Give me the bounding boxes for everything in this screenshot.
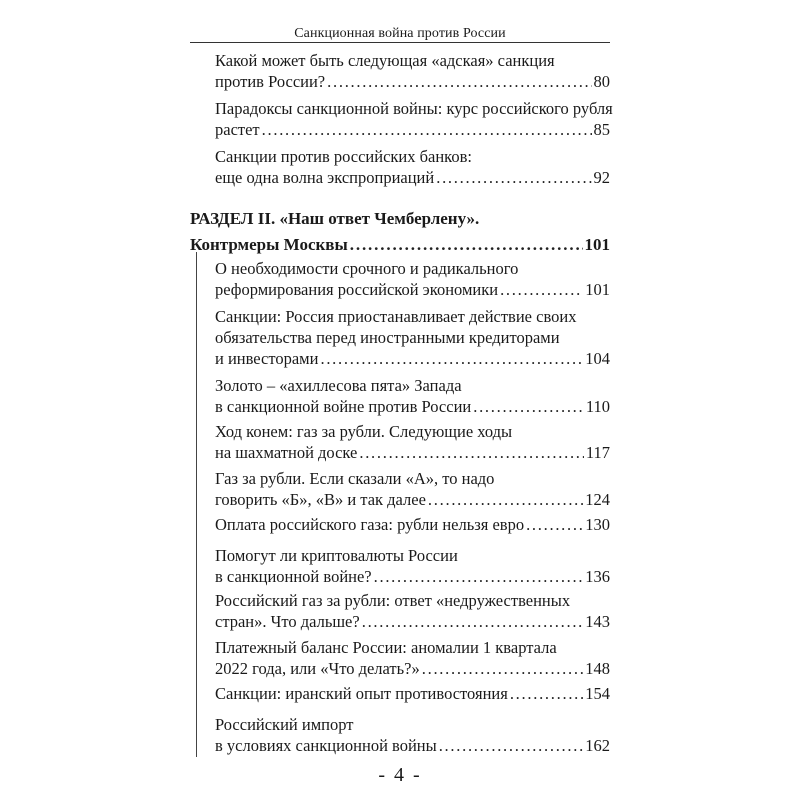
toc-entry <box>215 683 610 704</box>
toc-entry <box>215 545 610 587</box>
section-title: РАЗДЕЛ II. «Наш ответ Чемберлену». <box>190 209 480 228</box>
toc-entry-title: реформирования российской экономики <box>215 280 499 299</box>
toc-entry-line: Платежный баланс России: аномалии 1 квартала <box>215 638 557 657</box>
toc-entry-title: на шахматной доске <box>215 443 358 462</box>
dot-leader <box>327 71 591 92</box>
toc-entry <box>215 306 610 369</box>
toc-entry <box>215 590 610 632</box>
toc-page-number: 80 <box>593 72 610 91</box>
toc-page-number: 130 <box>585 515 610 534</box>
toc-entry-line: обязательства перед иностранными кредиторами <box>215 328 560 347</box>
toc-entry <box>215 50 610 92</box>
toc-page-number: 162 <box>585 736 610 755</box>
toc-entry <box>215 146 610 188</box>
toc-page-number: 104 <box>585 349 610 368</box>
toc-page-number: 136 <box>585 567 610 586</box>
toc-entry <box>215 421 610 463</box>
toc-entry-title: в санкционной войне против России <box>215 397 472 416</box>
section-subtitle: Контрмеры Москвы <box>190 235 348 254</box>
dot-leader <box>374 566 584 587</box>
toc-entry-title: и инвесторами <box>215 349 319 368</box>
toc-entry-title: растет <box>215 120 260 139</box>
toc-entry-line: Ход конем: газ за рубли. Следующие ходы <box>215 422 513 441</box>
running-header: Санкционная война против России <box>294 26 506 41</box>
dot-leader <box>439 735 584 756</box>
toc-page-number: 101 <box>584 235 610 254</box>
dot-leader <box>350 234 583 255</box>
toc-entry-title: стран». Что дальше? <box>215 612 360 631</box>
header-rule <box>190 42 610 43</box>
dot-leader <box>422 658 584 679</box>
toc-entry-line: Парадоксы санкционной войны: курс российского рубля <box>215 99 613 118</box>
dot-leader <box>436 167 591 188</box>
toc-entry-line: Какой может быть следующая «адская» санкция <box>215 51 555 70</box>
toc-entry <box>215 637 610 679</box>
dot-leader <box>473 396 584 417</box>
toc-entry-line: Санкции против российских банков: <box>215 147 472 166</box>
toc-page-number: 124 <box>585 490 610 509</box>
toc-entry <box>215 98 613 140</box>
toc-page-number: 143 <box>585 612 610 631</box>
toc-entry-line: Санкции: Россия приостанавливает действие своих <box>215 307 577 326</box>
toc-page-number: 148 <box>585 659 610 678</box>
toc-entry-title: против России? <box>215 72 326 91</box>
toc-entry-title: в условиях санкционной войны <box>215 736 437 755</box>
toc-entry <box>215 468 610 510</box>
dot-leader <box>362 611 584 632</box>
dot-leader <box>262 119 592 140</box>
toc-page-number: 154 <box>585 684 610 703</box>
toc-entry <box>215 375 610 417</box>
toc-page-number: 85 <box>593 120 610 139</box>
toc-page-number: 101 <box>585 280 610 299</box>
toc-entry-title: в санкционной войне? <box>215 567 372 586</box>
section-vertical-rule <box>196 252 197 757</box>
toc-entry-line: Газ за рубли. Если сказали «А», то надо <box>215 469 495 488</box>
page-number-footer: - 4 - <box>378 764 422 786</box>
toc-entry <box>215 258 610 300</box>
dot-leader <box>526 514 583 535</box>
toc-entry-title: 2022 года, или «Что делать?» <box>215 659 420 678</box>
section-heading <box>190 208 610 255</box>
toc-entry-title: Оплата российского газа: рубли нельзя евро <box>215 515 525 534</box>
toc-entry-line: Российский импорт <box>215 715 354 734</box>
toc-entry-line: Помогут ли криптовалюты России <box>215 546 458 565</box>
toc-page-number: 92 <box>593 168 610 187</box>
dot-leader <box>500 279 583 300</box>
toc-entry <box>215 714 610 756</box>
dot-leader <box>428 489 583 510</box>
toc-entry-title: еще одна волна экспроприаций <box>215 168 435 187</box>
toc-entry-line: Российский газ за рубли: ответ «недружественных <box>215 591 571 610</box>
dot-leader <box>510 683 583 704</box>
dot-leader <box>359 442 584 463</box>
toc-entry <box>215 514 610 535</box>
toc-entry-title: говорить «Б», «В» и так далее <box>215 490 426 509</box>
toc-page-number: 117 <box>585 443 610 462</box>
toc-entry-line: Золото – «ахиллесова пята» Запада <box>215 376 462 395</box>
toc-page-number: 110 <box>585 397 610 416</box>
toc-entry-line: О необходимости срочного и радикального <box>215 259 519 278</box>
toc-entry-title: Санкции: иранский опыт противостояния <box>215 684 508 703</box>
dot-leader <box>320 348 583 369</box>
